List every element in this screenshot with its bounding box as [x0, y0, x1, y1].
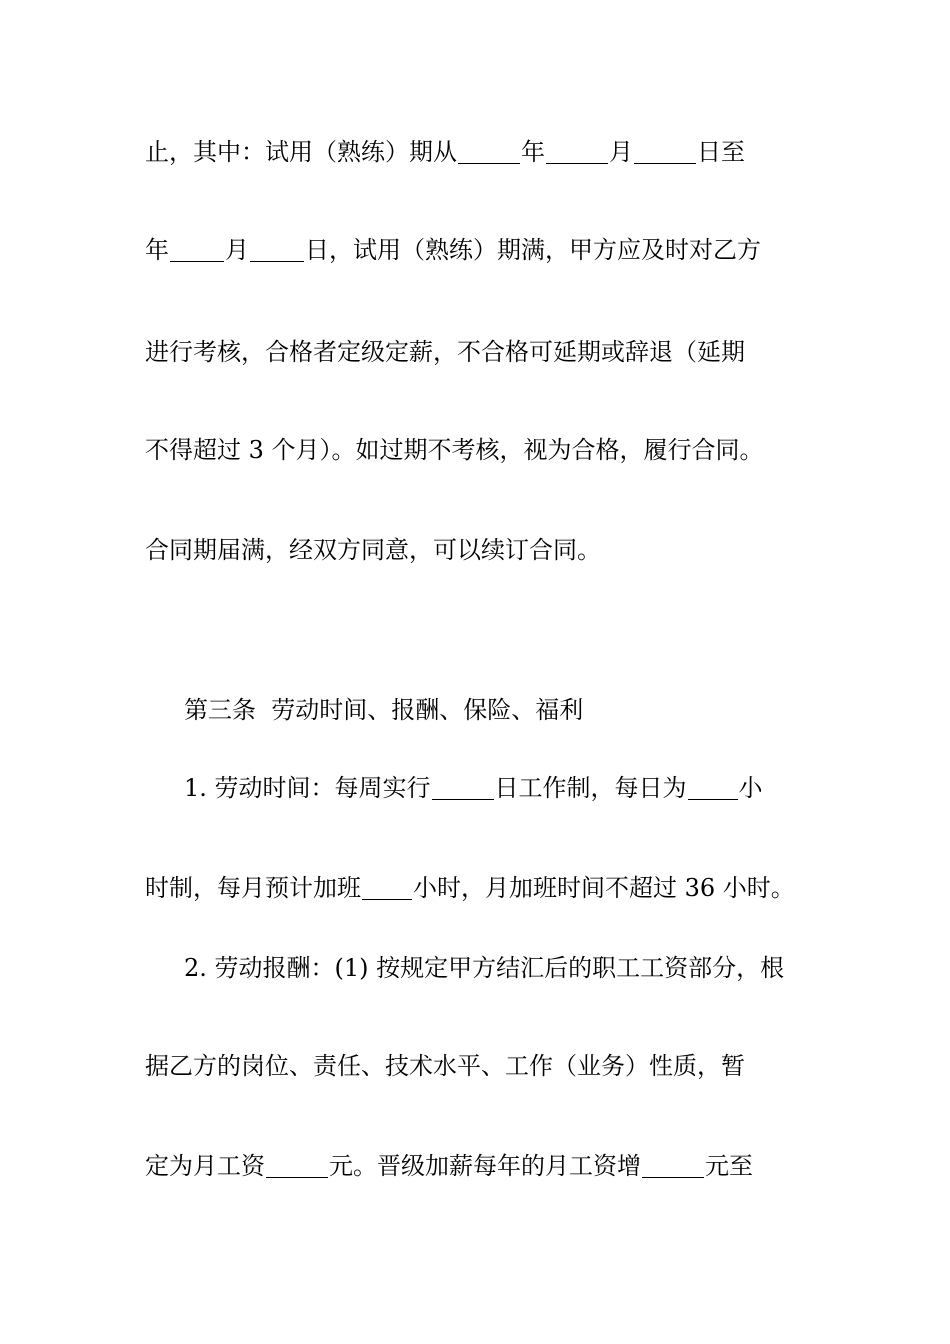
text-segment: 年: [521, 138, 545, 166]
contract-line-5: [145, 530, 807, 570]
text-segment: 月: [225, 236, 249, 264]
text-segment: 1. 劳动时间：每周实行: [184, 774, 431, 802]
contract-line-4: [145, 430, 807, 470]
fill-blank-month: [170, 235, 224, 262]
fill-blank-year: [458, 137, 520, 164]
text-segment: 元。晋级加薪每年的月工资增: [329, 1152, 641, 1180]
text-segment: 定为月工资: [145, 1152, 265, 1180]
text-segment: 合同期届满，经双方同意，可以续订合同。: [145, 536, 601, 564]
fill-blank-day: [250, 235, 304, 262]
text-segment: 年: [145, 236, 169, 264]
clause-item-2-continued-1: [145, 1046, 807, 1086]
fill-blank-workdays: [432, 773, 494, 800]
text-segment: 据乙方的岗位、责任、技术水平、工作（业务）性质，暂: [145, 1052, 745, 1080]
clause-item-2: [184, 948, 807, 988]
contract-line-2: [145, 230, 807, 270]
text-segment: 日，试用（熟练）期满，甲方应及时对乙方: [305, 236, 761, 264]
fill-blank-salary: [266, 1151, 328, 1178]
contract-line-1: [145, 132, 807, 172]
clause-item-1-continued: [145, 868, 807, 908]
fill-blank-day: [634, 137, 696, 164]
section-heading-text: 第三条 劳动时间、报酬、保险、福利: [184, 696, 584, 724]
text-segment: 进行考核，合格者定级定薪，不合格可延期或辞退（延期: [145, 338, 745, 366]
text-segment: 月: [609, 138, 633, 166]
contract-line-3: [145, 332, 807, 372]
text-segment: 小时，月加班时间不超过 36 小时。: [413, 874, 795, 902]
text-segment: 不得超过 3 个月）。如过期不考核，视为合格，履行合同。: [145, 436, 764, 464]
clause-item-2-continued-2: [145, 1146, 807, 1186]
text-segment: 元至: [705, 1152, 753, 1180]
fill-blank-month: [546, 137, 608, 164]
section-heading: [184, 690, 807, 730]
fill-blank-overtime: [362, 873, 412, 900]
clause-item-1: [184, 768, 807, 808]
text-segment: 小: [738, 774, 763, 802]
text-segment: 时制，每月预计加班: [145, 874, 361, 902]
text-segment: 止，其中：试用（熟练）期从: [145, 138, 457, 166]
text-segment: 日工作制，每日为: [494, 774, 687, 802]
fill-blank-hours: [688, 773, 738, 800]
text-segment: 日至: [697, 138, 745, 166]
fill-blank-raise: [642, 1151, 704, 1178]
text-segment: 2. 劳动报酬：(1) 按规定甲方结汇后的职工工资部分，根: [184, 954, 785, 982]
